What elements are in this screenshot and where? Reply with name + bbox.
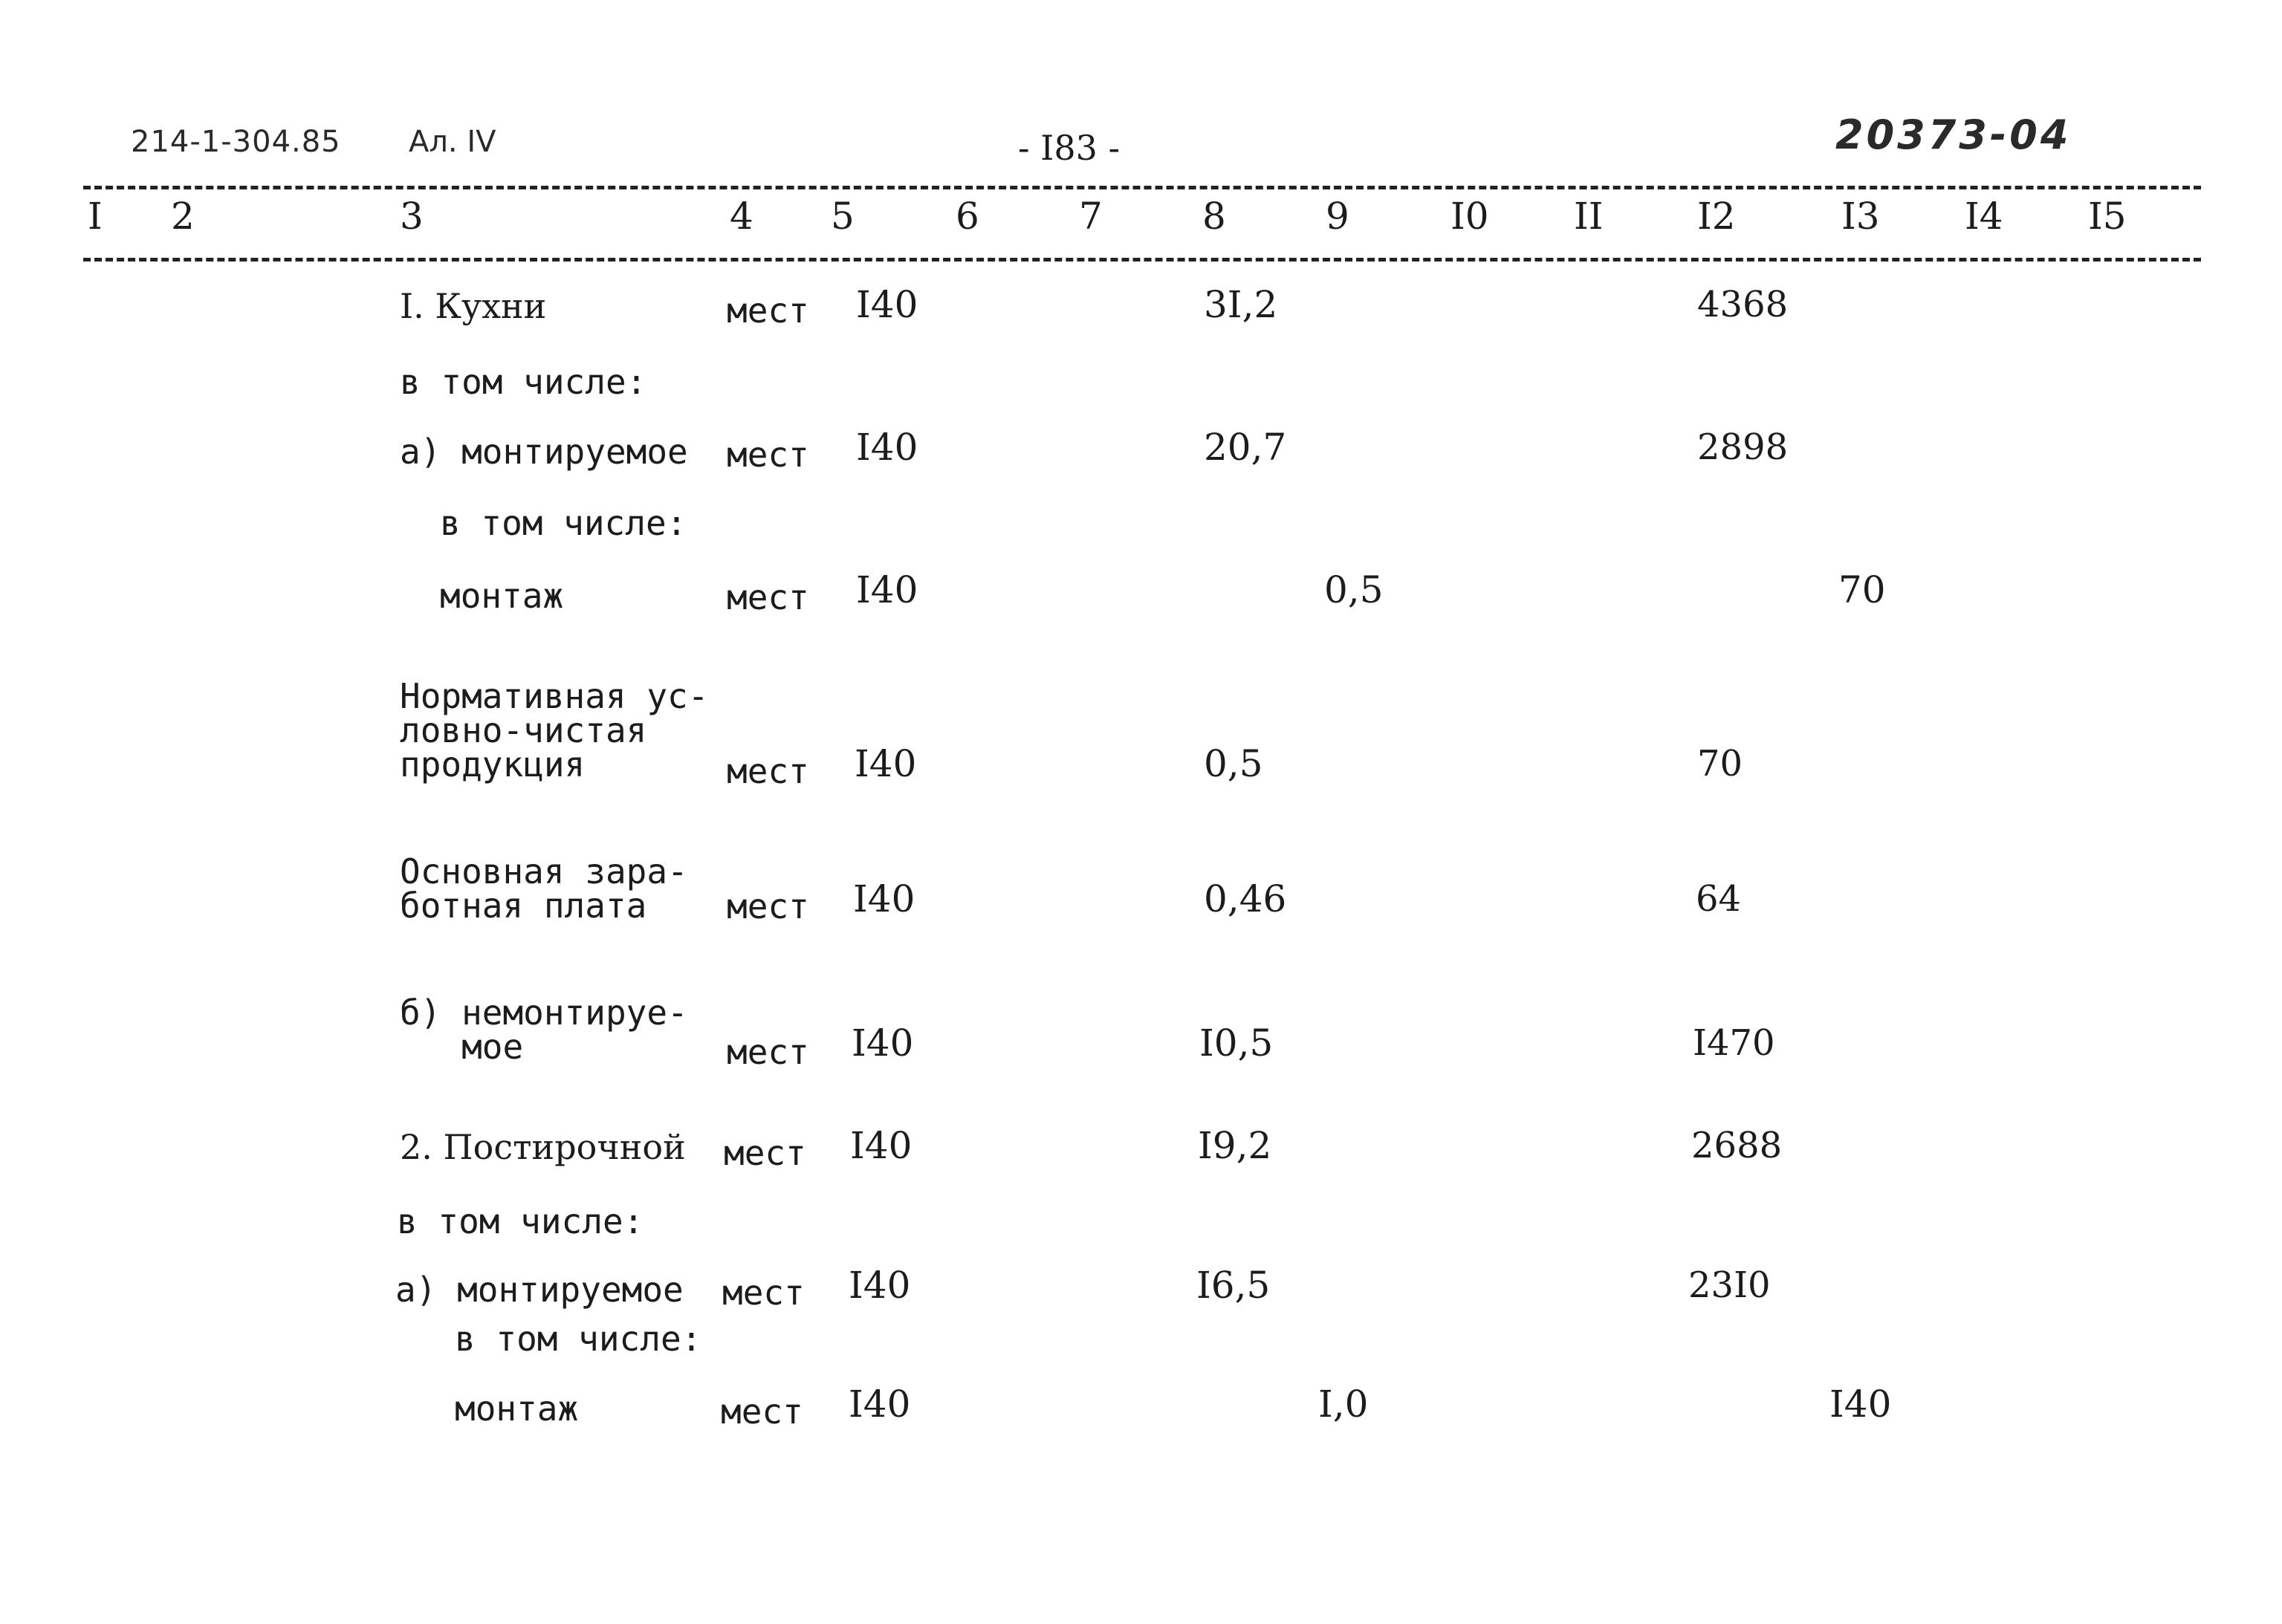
- item-name: а) монтируемое: [400, 432, 688, 472]
- value-col8: 0,46: [1204, 877, 1287, 920]
- quantity: I40: [856, 426, 918, 469]
- document-code: 214-1-304.85: [131, 125, 341, 159]
- quantity: I40: [856, 283, 918, 326]
- value-col12: 64: [1696, 878, 1742, 920]
- column-number: I3: [1841, 195, 1880, 238]
- column-number: 9: [1326, 195, 1349, 238]
- item-name: монтаж: [440, 576, 564, 616]
- column-number: I2: [1697, 195, 1736, 238]
- item-name: а) монтируемое: [395, 1270, 684, 1310]
- quantity: I40: [856, 568, 918, 611]
- item-name: 2. Постирочной: [400, 1127, 686, 1167]
- value-col12: 2898: [1697, 426, 1789, 468]
- subheading: в том числе:: [455, 1319, 702, 1359]
- value-col12: 23I0: [1688, 1264, 1771, 1306]
- quantity: I40: [852, 1022, 914, 1065]
- subheading: в том числе:: [400, 362, 647, 402]
- archive-number: 20373-04: [1835, 111, 2072, 158]
- value-col13: 70: [1838, 568, 1886, 611]
- quantity: I40: [853, 877, 915, 920]
- unit: мест: [722, 1273, 805, 1313]
- value-col12: 4368: [1697, 284, 1789, 325]
- value-col8: 20,7: [1204, 426, 1287, 469]
- value-col9: 0,5: [1324, 568, 1384, 611]
- value-col8: 3I,2: [1204, 283, 1278, 326]
- unit: мест: [727, 290, 809, 331]
- column-number: 6: [956, 195, 979, 238]
- value-col12: I470: [1693, 1022, 1775, 1064]
- value-col8: I9,2: [1198, 1124, 1272, 1167]
- item-name: Основная зара- ботная плата: [400, 851, 688, 926]
- value-col12: 70: [1697, 743, 1743, 785]
- unit: мест: [727, 435, 809, 475]
- unit: мест: [724, 1133, 806, 1173]
- column-number: I: [88, 195, 103, 238]
- unit: мест: [727, 751, 809, 791]
- quantity: I40: [855, 742, 917, 785]
- quantity: I40: [849, 1264, 911, 1307]
- item-name: I. Кухни: [400, 286, 547, 326]
- header-rule-bottom: [83, 258, 2201, 262]
- subheading: в том числе:: [397, 1201, 644, 1241]
- quantity: I40: [849, 1383, 911, 1426]
- value-col8: I6,5: [1196, 1264, 1271, 1307]
- column-number: 5: [831, 195, 855, 238]
- column-number: 2: [171, 195, 195, 238]
- page-number: - I83 -: [1018, 128, 1121, 168]
- column-number: I5: [2088, 195, 2127, 238]
- value-col12: 2688: [1691, 1125, 1783, 1166]
- column-number: II: [1574, 195, 1604, 238]
- value-col8: I0,5: [1199, 1022, 1274, 1065]
- value-col8: 0,5: [1204, 742, 1263, 785]
- unit: мест: [727, 1032, 809, 1072]
- column-number: 7: [1079, 195, 1103, 238]
- column-number: I4: [1965, 195, 2003, 238]
- value-col13: I40: [1829, 1383, 1892, 1426]
- subheading: в том числе:: [440, 503, 687, 543]
- column-number: 3: [400, 195, 424, 238]
- column-number: 4: [730, 195, 753, 238]
- album-number: Ал. IV: [409, 125, 496, 159]
- header-rule-top: [83, 186, 2201, 189]
- item-name: монтаж: [455, 1388, 579, 1429]
- column-number: 8: [1202, 195, 1226, 238]
- item-name: Нормативная ус- ловно-чистая продукция: [400, 676, 709, 785]
- unit: мест: [721, 1391, 803, 1432]
- unit: мест: [727, 886, 809, 926]
- value-col9: I,0: [1318, 1383, 1369, 1426]
- quantity: I40: [850, 1124, 913, 1167]
- item-name: б) немонтируе- мое: [400, 993, 688, 1067]
- column-number: I0: [1450, 195, 1489, 238]
- unit: мест: [727, 577, 809, 617]
